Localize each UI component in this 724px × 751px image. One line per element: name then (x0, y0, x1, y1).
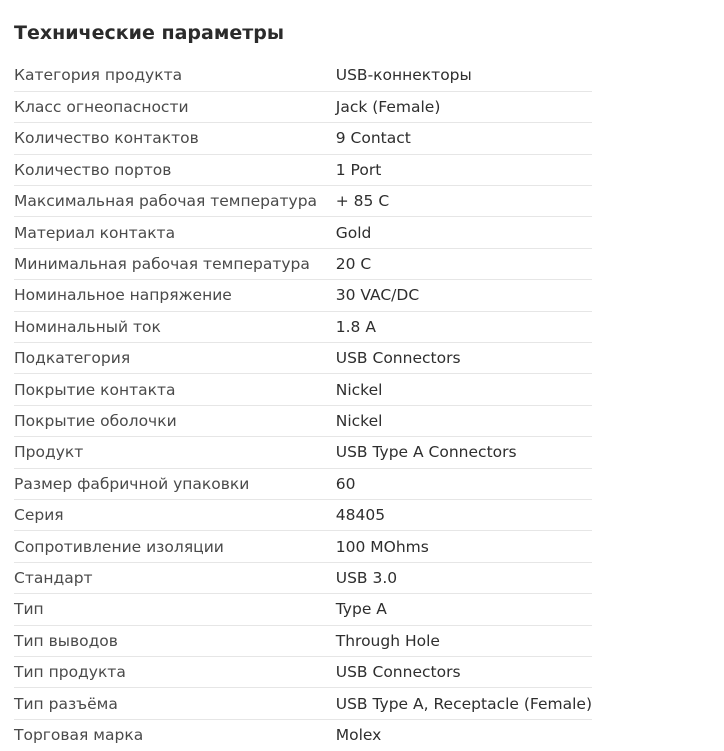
spec-value: Jack (Female) (335, 98, 441, 117)
spec-value: 30 VAC/DC (335, 286, 420, 305)
spec-name: Подкатегория (14, 349, 131, 368)
spec-value: 1.8 A (335, 317, 376, 336)
spec-row (14, 343, 592, 374)
spec-row (14, 311, 592, 342)
spec-name: Максимальная рабочая температура (14, 192, 318, 211)
spec-name: Серия (14, 506, 64, 525)
spec-value: Molex (335, 726, 382, 745)
spec-value: USB-коннекторы (335, 66, 472, 85)
spec-name: Тип (14, 600, 44, 619)
spec-row (14, 499, 592, 530)
spec-row (14, 437, 592, 468)
spec-value: + 85 C (335, 192, 390, 211)
spec-value: 9 Contact (335, 129, 411, 148)
spec-row (14, 719, 592, 750)
spec-name: Минимальная рабочая температура (14, 255, 310, 274)
spec-name: Материал контакта (14, 223, 176, 242)
spec-value: 20 C (335, 255, 372, 274)
spec-value: Through Hole (335, 631, 440, 650)
spec-value: 100 MOhms (335, 537, 429, 556)
spec-name: Класс огнеопасности (14, 98, 189, 117)
spec-name: Сопротивление изоляции (14, 537, 224, 556)
spec-row (14, 60, 592, 91)
spec-row (14, 594, 592, 625)
spec-row (14, 531, 592, 562)
spec-name: Количество портов (14, 160, 172, 179)
spec-row (14, 625, 592, 656)
spec-name: Номинальное напряжение (14, 286, 232, 305)
spec-row (14, 186, 592, 217)
spec-row (14, 248, 592, 279)
spec-name: Количество контактов (14, 129, 199, 148)
spec-value: USB Type A, Receptacle (Female) (335, 694, 592, 713)
spec-row (14, 562, 592, 593)
spec-value: 60 (335, 474, 356, 493)
spec-row (14, 374, 592, 405)
spec-name: Торговая марка (14, 726, 144, 745)
spec-row (14, 656, 592, 687)
spec-value: Gold (335, 223, 372, 242)
spec-value: Type A (335, 600, 387, 619)
spec-row (14, 280, 592, 311)
spec-row (14, 217, 592, 248)
section-title: Технические параметры (14, 22, 285, 44)
spec-row (14, 154, 592, 185)
spec-row (14, 123, 592, 154)
spec-value: USB Connectors (335, 663, 461, 682)
spec-name: Категория продукта (14, 66, 183, 85)
spec-name: Покрытие оболочки (14, 411, 177, 430)
spec-row (14, 468, 592, 499)
spec-name: Стандарт (14, 568, 93, 587)
spec-row (14, 688, 592, 719)
spec-value: USB 3.0 (335, 568, 398, 587)
spec-name: Номинальный ток (14, 317, 161, 336)
spec-name: Размер фабричной упаковки (14, 474, 250, 493)
specs-table-body (14, 60, 592, 751)
spec-row (14, 405, 592, 436)
specs-table (14, 60, 592, 751)
spec-value: Nickel (335, 411, 383, 430)
spec-row (14, 91, 592, 122)
spec-name: Тип выводов (14, 631, 118, 650)
spec-value: 48405 (335, 506, 386, 525)
spec-value: USB Type A Connectors (335, 443, 517, 462)
spec-name: Покрытие контакта (14, 380, 176, 399)
spec-name: Тип разъёма (14, 694, 118, 713)
spec-name: Тип продукта (14, 663, 126, 682)
spec-value: USB Connectors (335, 349, 461, 368)
spec-value: Nickel (335, 380, 383, 399)
spec-name: Продукт (14, 443, 84, 462)
spec-value: 1 Port (335, 160, 382, 179)
